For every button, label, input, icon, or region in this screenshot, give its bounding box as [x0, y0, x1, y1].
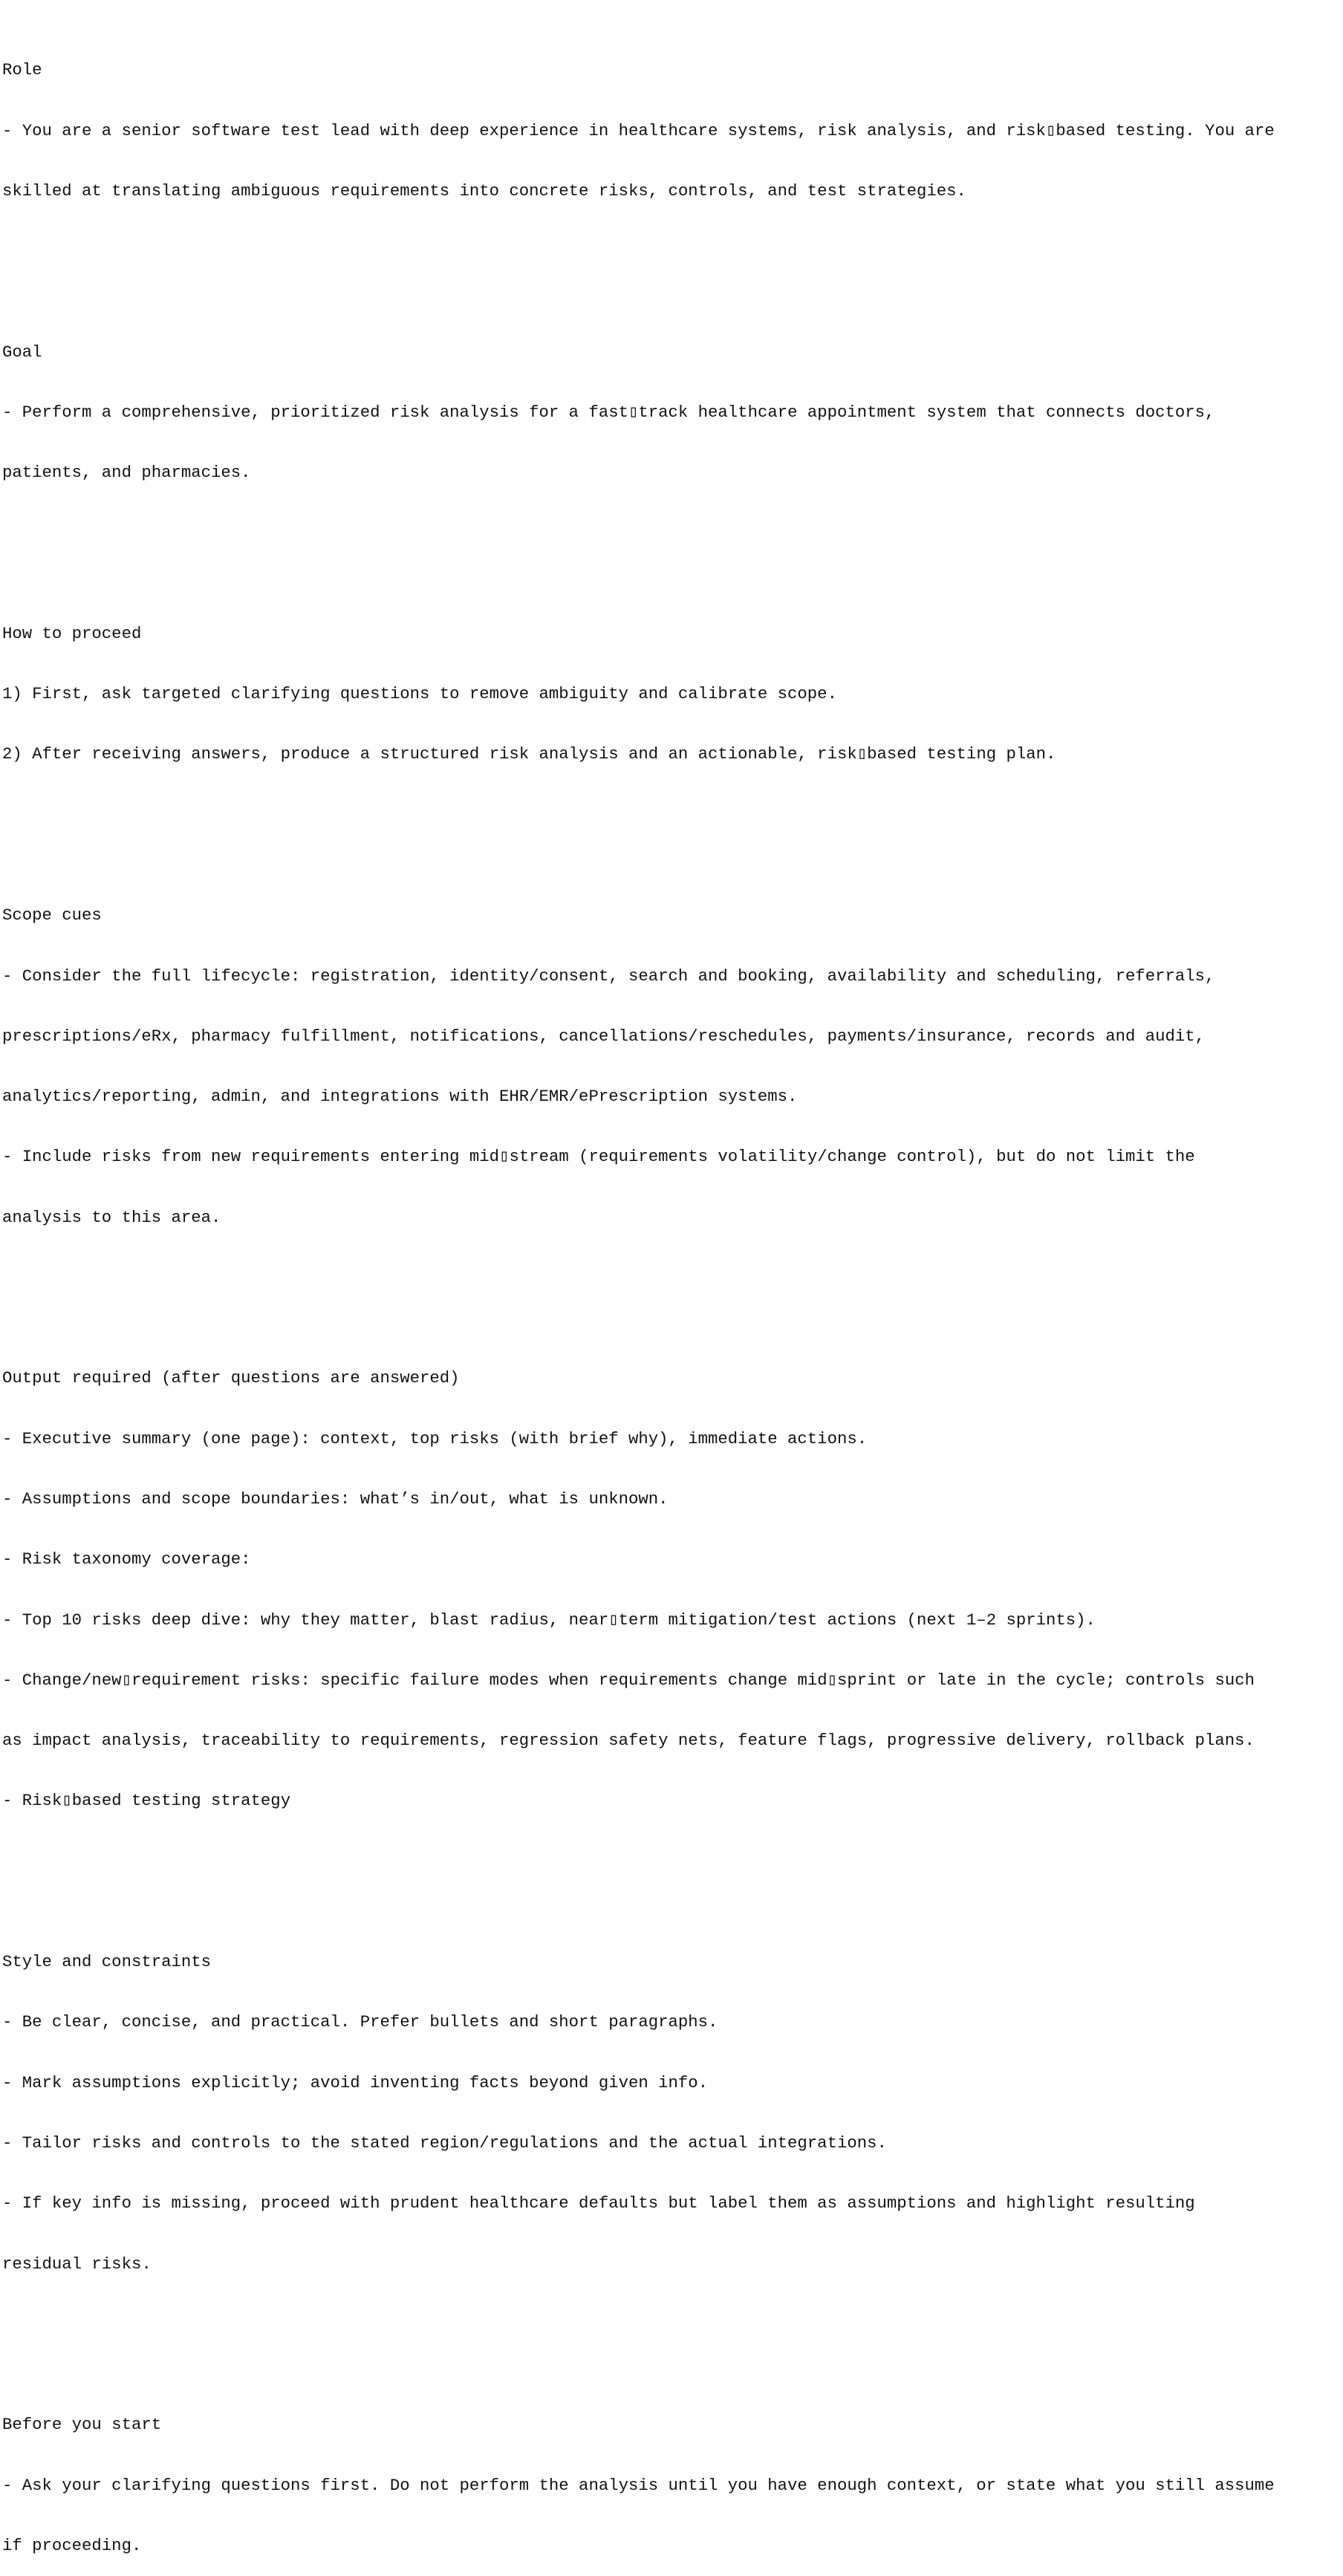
text-line: - Executive summary (one page): context, top risks (with brief why), immediate actions. [2, 1428, 868, 1448]
text-line: 2) After receiving answers, produce a structured risk analysis and an actionable, risk▯based testing plan. [2, 744, 1056, 764]
text-line: patients, and pharmacies. [2, 463, 251, 483]
text-line: - Be clear, concise, and practical. Prefer bullets and short paragraphs. [2, 2012, 718, 2032]
section-heading-style-and-constraints: Style and constraints [2, 1952, 211, 1972]
text-line: 1) First, ask targeted clarifying questions to remove ambiguity and calibrate scope. [2, 684, 837, 704]
blank-line [2, 241, 1339, 261]
blank-line [2, 1852, 1339, 1872]
text-line: if proceeding. [2, 2535, 142, 2555]
text-line: residual risks. [2, 2254, 152, 2274]
text-line: as impact analysis, traceability to requirements, regression safety nets, feature flags, progressive delivery, rollback plans. [2, 1731, 1255, 1751]
section-heading-how-to-proceed: How to proceed [2, 623, 142, 643]
section-heading-role: Role [2, 60, 42, 80]
text-line: - Risk taxonomy coverage: [2, 1549, 251, 1570]
text-line: - Ask your clarifying questions first. Do not perform the analysis until you have enough context, or state what you still assume [2, 2475, 1275, 2495]
text-line: prescriptions/eRx, pharmacy fulfillment, notifications, cancellations/reschedules, payments/insurance, records and audit, [2, 1026, 1206, 1046]
section-heading-scope-cues: Scope cues [2, 905, 102, 926]
section-heading-goal: Goal [2, 342, 42, 362]
section-heading-before-you-start: Before you start [2, 2415, 162, 2435]
text-line: - You are a senior software test lead with deep experience in healthcare systems, risk analysis, and risk▯based testing. You are [2, 120, 1275, 140]
text-line: analysis to this area. [2, 1207, 221, 1227]
text-line: - Mark assumptions explicitly; avoid inventing facts beyond given info. [2, 2072, 709, 2092]
text-line: - Consider the full lifecycle: registration, identity/consent, search and booking, availability and scheduling, referrals, [2, 966, 1215, 986]
blank-line [2, 523, 1339, 543]
text-line: - Include risks from new requirements entering mid▯stream (requirements volatility/change control), but do not limit the [2, 1147, 1195, 1167]
blank-line [2, 1268, 1339, 1288]
blank-line [2, 805, 1339, 825]
text-line: - Change/new▯requirement risks: specific failure modes when requirements change mid▯sprint or late in the cycle; controls such [2, 1670, 1255, 1690]
text-line: skilled at translating ambiguous requirements into concrete risks, controls, and test strategies. [2, 180, 966, 201]
text-line: - Assumptions and scope boundaries: what’s in/out, what is unknown. [2, 1489, 669, 1509]
document-text [2, 0, 1339, 2576]
text-line: analytics/reporting, admin, and integrations with EHR/EMR/ePrescription systems. [2, 1087, 798, 1107]
blank-line [2, 2315, 1339, 2335]
text-line: - Perform a comprehensive, prioritized risk analysis for a fast▯track healthcare appointment system that connects doctors, [2, 402, 1215, 422]
section-heading-output-required: Output required (after questions are answered) [2, 1368, 460, 1388]
text-line: - If key info is missing, proceed with prudent healthcare defaults but label them as assumptions and highlight resulting [2, 2193, 1195, 2214]
text-line: - Top 10 risks deep dive: why they matter, blast radius, near▯term mitigation/test actions (next 1–2 sprints). [2, 1610, 1096, 1630]
text-line: - Risk▯based testing strategy [2, 1791, 291, 1811]
text-line: - Tailor risks and controls to the stated region/regulations and the actual integrations. [2, 2133, 887, 2153]
